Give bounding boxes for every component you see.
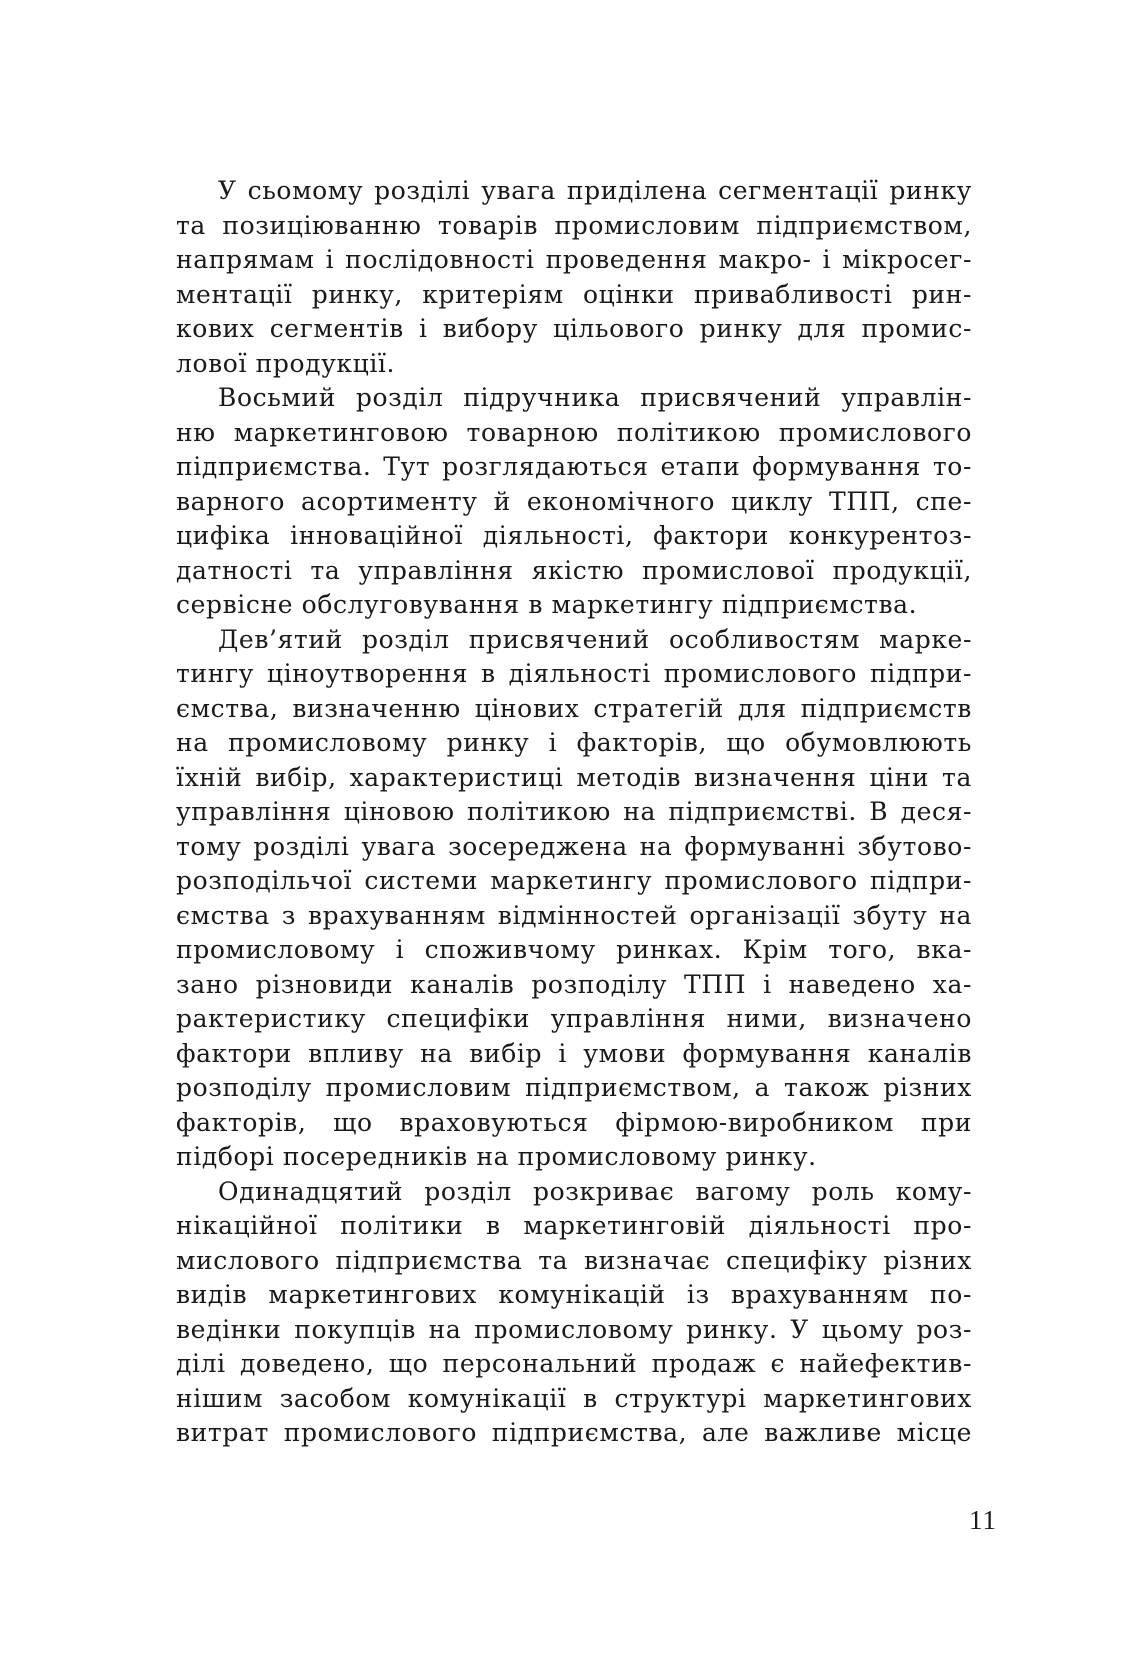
text-line: Одинадцятий розділ розкриває вагому роль кому-	[218, 1176, 972, 1206]
text-line: кових сегментів і вибору цільового ринку для промис-	[176, 314, 972, 343]
text-line: Восьмий розділ підручника присвячений управлін-	[218, 383, 972, 412]
text-line: розподільчої системи маркетингу промислового підпри-	[176, 866, 972, 895]
text-line: тингу ціноутворення в діяльності промислового підпри-	[176, 659, 972, 688]
text-line: Дев’ятий розділ присвячений особливостям марке-	[218, 624, 972, 654]
text-line: промисловому і споживчому ринках. Крім того, вка-	[176, 935, 972, 964]
text-line: тому розділі увага зосереджена на формуванні збутово-	[176, 831, 972, 861]
text-line: рактеристику специфіки управління ними, визначено	[176, 1004, 972, 1033]
text-line: варного асортименту й економічного циклу ТПП, спе-	[176, 486, 972, 516]
text-line: цифіка інноваційної діяльності, фактори конкурентоз-	[176, 521, 972, 550]
text-line: витрат промислового підприємства, але важливе місце	[176, 1418, 972, 1447]
text-line: нікаційної політики в маркетинговій діяльності про-	[176, 1211, 972, 1240]
page-number: 11	[969, 1505, 997, 1535]
text-line: та позиціюванню товарів промисловим підприємством,	[176, 210, 972, 240]
body-text	[176, 174, 972, 1451]
text-line: їхній вибір, характеристиці методів визначення ціни та	[176, 762, 972, 792]
paragraph	[176, 1175, 972, 1451]
text-line: факторів, що враховуються фірмою-виробником при	[176, 1107, 972, 1137]
text-line: лової продукції.	[176, 348, 396, 378]
text-line: нішим засобом комунікації в структурі маркетингових	[176, 1383, 972, 1413]
text-line: мислового підприємства та визначає специфіку різних	[176, 1245, 972, 1275]
text-line: ємства з врахуванням відмінностей організації збуту на	[176, 900, 972, 930]
text-line: видів маркетингових комунікацій із врахуванням по-	[176, 1280, 972, 1309]
text-line: датності та управління якістю промислової продукції,	[176, 555, 972, 585]
text-line: ню маркетинговою товарною політикою промислового	[176, 417, 972, 447]
text-line: ділі доведено, що персональний продаж є найефектив-	[176, 1349, 972, 1378]
text-line: зано різновиди каналів розподілу ТПП і наведено ха-	[176, 969, 972, 999]
text-line: У сьомому розділі увага приділена сегментації ринку	[218, 176, 972, 205]
paragraph	[176, 381, 972, 623]
text-line: фактори впливу на вибір і умови формування каналів	[176, 1038, 972, 1068]
text-line: на промисловому ринку і факторів, що обумовлюють	[176, 728, 972, 757]
text-line: підборі посередників на промисловому ринку.	[176, 1142, 817, 1171]
paragraph	[176, 174, 972, 381]
text-line: управління ціновою політикою на підприємстві. В деся-	[176, 797, 972, 826]
text-line: ємства, визначенню цінових стратегій для підприємств	[176, 693, 972, 723]
text-line: підприємства. Тут розглядаються етапи формування то-	[176, 452, 972, 481]
text-line: сервісне обслуговування в маркетингу підприємства.	[176, 590, 918, 619]
text-line: ментації ринку, критеріям оцінки привабливості рин-	[176, 279, 972, 309]
text-line: напрямам і послідовності проведення макро- і мікросег-	[176, 245, 972, 274]
paragraph	[176, 623, 972, 1175]
text-line: ведінки покупців на промисловому ринку. У цьому роз-	[176, 1314, 972, 1344]
text-line: розподілу промисловим підприємством, а також різних	[176, 1073, 972, 1102]
